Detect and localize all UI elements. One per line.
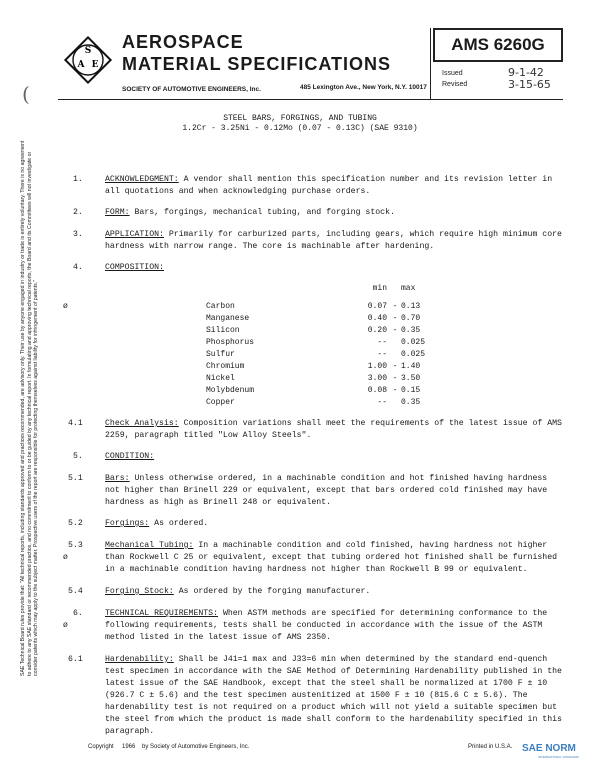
max-value: 0.70	[401, 314, 421, 323]
element-name: Phosphorus	[206, 338, 255, 347]
section-text: When ASTM methods are specified for determining conformance to the following requirements, tests shall be conducted in accordance with the issue of the ASTM method listed in the latest issue of AMS 2350.	[105, 609, 548, 642]
section-number: 5.2	[68, 519, 83, 528]
section-condition	[105, 451, 565, 463]
revised-date: 3-15-65	[508, 78, 551, 91]
section-number: 3.	[73, 230, 83, 239]
section-forging-stock	[105, 586, 565, 598]
printed-in: Printed in U.S.A.	[468, 744, 513, 750]
copyright-holder: by Society of Automotive Engineers, Inc.	[142, 744, 250, 750]
min-value: 0.20	[367, 326, 387, 335]
section-number: 6.	[73, 609, 83, 618]
range-separator: -	[392, 302, 398, 311]
header-rule	[58, 99, 563, 100]
section-heading: Forgings:	[105, 519, 150, 528]
binding-mark: (	[22, 82, 30, 106]
section-composition	[105, 262, 565, 274]
section-mechanical-tubing	[105, 540, 565, 576]
svg-text:S: S	[84, 46, 92, 56]
svg-text:A: A	[77, 60, 85, 70]
section-heading: Bars:	[105, 474, 130, 483]
section-heading: COMPOSITION:	[105, 263, 164, 272]
section-text: Composition variations shall meet the requirements of the latest issue of AMS 2259, paragraph titled "Low Alloy Steels".	[105, 419, 562, 440]
revision-mark: ø	[63, 553, 68, 562]
min-value: 1.00	[367, 362, 387, 371]
section-technical-requirements	[105, 608, 565, 644]
range-separator: -	[392, 374, 398, 383]
section-text: As ordered.	[154, 519, 209, 528]
svg-text:E: E	[91, 60, 99, 70]
copyright-label: Copyright	[88, 744, 114, 750]
element-name: Copper	[206, 398, 235, 407]
composition-row	[206, 385, 441, 397]
composition-row	[206, 325, 441, 337]
min-value: --	[377, 338, 387, 347]
element-name: Molybdenum	[206, 386, 255, 395]
max-value: 0.35	[401, 398, 421, 407]
material-title: STEEL BARS, FORGINGS, AND TUBING	[223, 114, 377, 123]
spec-number: AMS 6260G	[433, 28, 563, 62]
section-form	[105, 207, 565, 219]
section-number: 5.3	[68, 541, 83, 550]
section-number: 6.1	[68, 655, 83, 664]
issued-label: Issued	[442, 70, 463, 77]
section-number: 4.	[73, 263, 83, 272]
revision-mark: ø	[63, 621, 68, 630]
col-min: min	[372, 284, 387, 293]
spec-header	[58, 28, 564, 98]
range-separator: -	[392, 362, 398, 371]
composition-header-row	[206, 283, 441, 295]
section-text: Bars, forgings, mechanical tubing, and forging stock.	[134, 208, 395, 217]
society-name: SOCIETY OF AUTOMOTIVE ENGINEERS, Inc.	[122, 86, 261, 93]
element-name: Chromium	[206, 362, 245, 371]
section-number: 1.	[73, 175, 83, 184]
header-divider	[430, 28, 431, 100]
max-value: 0.15	[401, 386, 421, 395]
section-number: 5.1	[68, 474, 83, 483]
section-heading: Check Analysis:	[105, 419, 179, 428]
section-heading: FORM:	[105, 208, 130, 217]
section-hardenability	[105, 654, 565, 738]
element-name: Carbon	[206, 302, 235, 311]
max-value: 0.13	[401, 302, 421, 311]
section-forgings	[105, 518, 565, 530]
max-value: 3.50	[401, 374, 421, 383]
max-value: 0.025	[401, 338, 426, 347]
col-max: max	[401, 284, 416, 293]
composition-row	[206, 397, 441, 409]
element-name: Sulfur	[206, 350, 235, 359]
range-separator: -	[392, 386, 398, 395]
title-aerospace: AEROSPACE	[122, 32, 244, 52]
min-value: --	[377, 398, 387, 407]
section-number: 5.	[73, 452, 83, 461]
composition-row	[206, 349, 441, 361]
sae-logo	[62, 34, 114, 86]
revised-label: Revised	[442, 81, 468, 88]
society-address: 485 Lexington Ave., New York, N.Y. 10017	[300, 84, 427, 91]
min-value: 0.07	[367, 302, 387, 311]
max-value: 1.40	[401, 362, 421, 371]
sae-norm-watermark: SAE NORM	[522, 743, 576, 754]
section-acknowledgment	[105, 174, 565, 198]
min-value: --	[377, 350, 387, 359]
composition-rows	[206, 301, 441, 409]
element-name: Silicon	[206, 326, 240, 335]
section-number: 4.1	[68, 419, 83, 428]
section-heading: Mechanical Tubing:	[105, 541, 194, 550]
section-number: 2.	[73, 208, 83, 217]
range-separator: -	[392, 314, 398, 323]
section-heading: ACKNOWLEDGMENT:	[105, 175, 179, 184]
section-bars	[105, 473, 565, 509]
range-separator	[389, 397, 401, 409]
composition-row	[206, 337, 441, 349]
section-heading: Forging Stock:	[105, 587, 174, 596]
section-text: Primarily for carburized parts, including gears, which require high minimum core hardness with narrow range. The core is machinable after hardening.	[105, 230, 562, 251]
min-value: 0.08	[367, 386, 387, 395]
title-material-specifications: MATERIAL SPECIFICATIONS	[122, 54, 392, 74]
section-heading: APPLICATION:	[105, 230, 164, 239]
section-text: Shall be J41=1 max and J33=6 min when determined by the standard end-quench test specimen in accordance with the SAE Method of Determining Hardenability published in the latest issue of the SAE Handbook, except that the steel shall be normalized at 1700 F ± 10 (926.7 C ± 5.6) and the test specimen austenitized at 1500 F ± 10 (815.6 C ± 5.6). The hardenability test is not required on a product which will not yield a suitable specimen but the steel from which the product is made shall conform to the hardenability specified in this paragraph.	[105, 655, 562, 736]
composition-table	[206, 283, 441, 409]
section-number: 5.4	[68, 587, 83, 596]
range-separator	[389, 337, 401, 349]
section-text: A vendor shall mention this specification number and its revision letter in all quotations and when acknowledging purchase orders.	[105, 175, 553, 196]
section-heading: TECHNICAL REQUIREMENTS:	[105, 609, 219, 618]
section-text: Unless otherwise ordered, in a machinable condition and hot finished having hardness not higher than Brinell 229 or equivalent, except that bars ordered cold finished may have hardness as high as Brinell 248 or equivalent.	[105, 474, 548, 507]
element-name: Manganese	[206, 314, 250, 323]
issued-date: 9-1-42	[508, 66, 544, 79]
composition-row	[206, 313, 441, 325]
range-separator: -	[392, 326, 398, 335]
revision-mark: ø	[63, 302, 68, 311]
section-heading: Hardenability:	[105, 655, 174, 664]
sae-norm-watermark-sub: INTERNATIONAL STANDARD	[538, 755, 579, 759]
min-value: 3.00	[367, 374, 387, 383]
section-text: As ordered by the forging manufacturer.	[178, 587, 371, 596]
composition-row	[206, 301, 441, 313]
composition-row	[206, 361, 441, 373]
max-value: 0.35	[401, 326, 421, 335]
composition-row	[206, 373, 441, 385]
min-value: 0.40	[367, 314, 387, 323]
section-check-analysis	[105, 418, 565, 442]
section-heading: CONDITION:	[105, 452, 155, 461]
section-application	[105, 229, 565, 253]
material-composition-title: 1.2Cr - 3.25Ni - 0.12Mo (0.07 - 0.13C) (SAE 9310)	[182, 124, 418, 133]
range-separator	[389, 349, 401, 361]
section-text: In a machinable condition and cold finished, having hardness not higher than Rockwell C 25 or equivalent, except that tubing ordered hot finished shall be furnished in a machinable condition having hardness not higher than Rockwell B 99 or equivalent.	[105, 541, 558, 574]
sae-board-notice: SAE Technical Board rules provide that: "All technical reports, including standards approved and practices recommended, are advisory only. Their use by anyone engaged in industry or trade is entirely voluntary. There is no agreement to adhere to any SAE standard or recommended practice, and no commitment to conform to or be guided by any technical report. In formulating and approving technical reports, the Board and its Committees will not investigate or consider patents which may apply to the subject matter. Prospective users of the report are responsible for protecting themselves against liability for infringement of patents."	[20, 140, 40, 676]
element-name: Nickel	[206, 374, 235, 383]
copyright-year: 1966	[122, 744, 136, 750]
max-value: 0.025	[401, 350, 426, 359]
